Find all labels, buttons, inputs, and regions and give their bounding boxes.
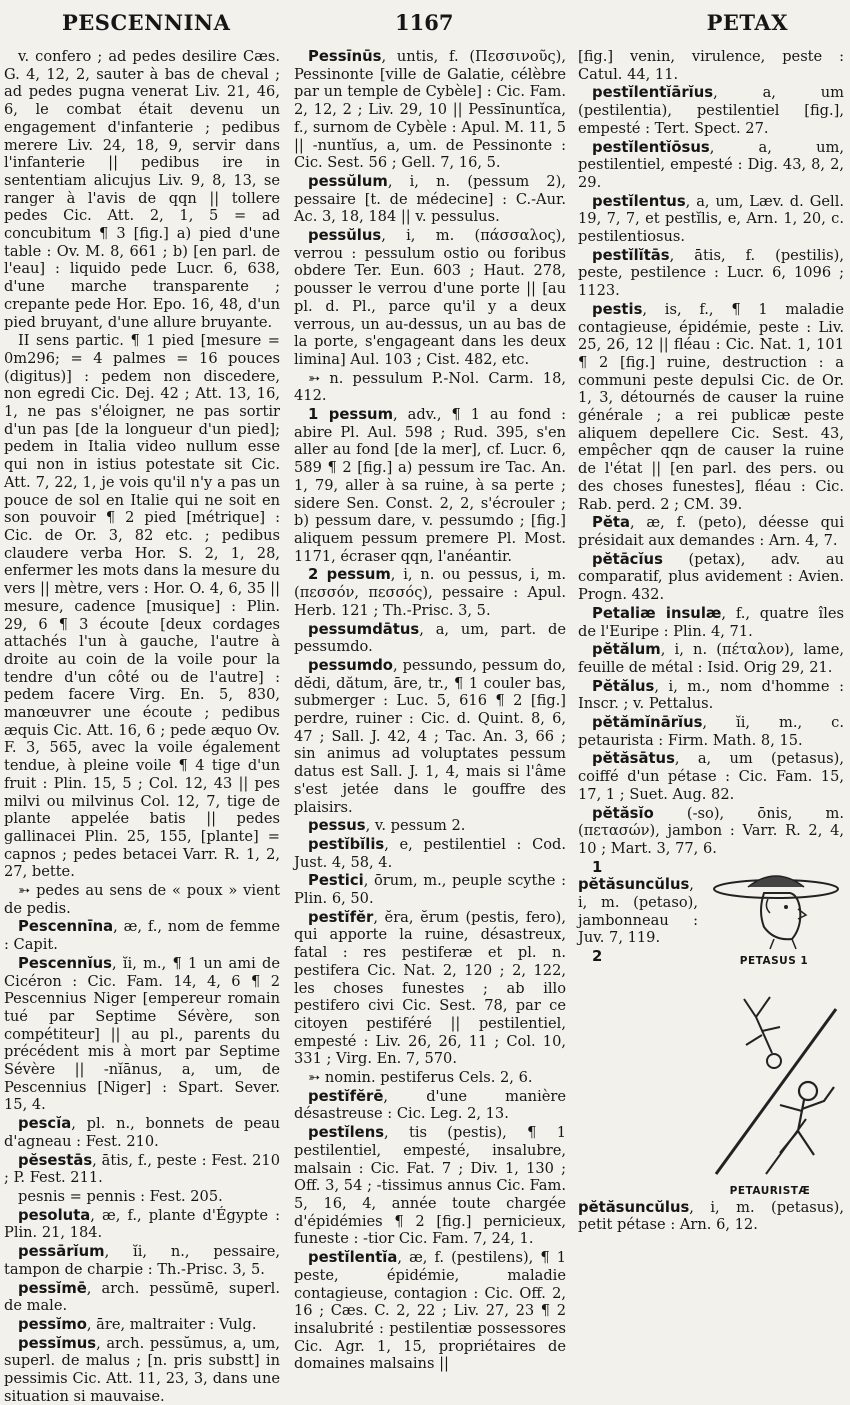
dictionary-entry: ➳ n. pessulum P.-Nol. Carm. 18, 412. [294,369,566,405]
dictionary-entry: pestĭlens, tis (pestis), ¶ 1 pestilentiel, empesté, insalubre, malsain : Cic. Fat. 7 ; Div. 1, 130 ; Off. 3, 54 ; -tissimus annus Cic. Fam. 5, 16, 4, année toute chargée d'épidémies ¶ 2 [fig.] pernicieux, funeste : -tior Cic. Fam. 7, 24, 1. [294,1124,566,1248]
dictionary-entry: ➳ nomin. pestiferus Cels. 2, 6. [308,1069,533,1087]
dictionary-entry: Petaliæ insulæ, f., quatre îles de l'Euripe : Plin. 4, 71. [578,604,844,640]
dictionary-entry: II sens partic. ¶ 1 pied [mesure = 0m296; = 4 palmes = 16 pouces (digitus)] : pedem non discedere, non egredi Cic. Dej. 42 ; Att. 13, 16, 1, ne pas s'éloigner, ne pas sortir d'un pas [de la longueur d'un pied]; pedem in Italia video nullum esse qui non in istius potestate sit Cic. Att. 7, 22, 1, je vois qu'il n'y a pas un pouce de sol en Italie qui ne soit en son pouvoir ¶ 2 pied [métrique] : Cic. de Or. 3, 82 etc. ; pedibus claudere verba Hor. S. 2, 1, 28, enfermer les mots dans la mesure du vers || mètre, vers : Hor. O. 4, 6, 35 || mesure, cadence [musique] : Plin. 29, 6 ¶ 3 écoute [deux cordages attachés l'un à gauche, l'autre à droite au coin de la voile pour la tendre d'un côté ou de l'autre] : pedem facere Virg. En. 5, 830, manœuvrer une écoute ; pedibus æquis Cic. Att. 16, 6 ; pede æquo Ov. F. 3, 565, avec la voile également tendue, à pleine voile ¶ 4 tige d'un fruit : Plin. 15, 5 ; Col. 12, 43 || pes milvi ou milvinus Col. 12, 7, tige de plante appelée batis || pedes gallinacei Plin. 25, 155, [plante] = capnos ; pedes betacei Varr. R. 1, 2, 27, bette. [4,332,280,881]
dictionary-entry: pessŭlum, i, n. (pessum 2), pessaire [t. de médecine] : C.-Aur. Ac. 3, 18, 184 || v. pessulus. [294,172,566,226]
petasus-head-icon [704,861,844,949]
dictionary-entry: Pessīnūs, untis, f. (Πεσσινοῦς), Pessinonte [ville de Galatie, célèbre par un temple de Cybèle] : Cic. Fam. 2, 12, 2 ; Liv. 29, 10 || Pessīnuntĭca, f., surnom de Cybèle : Apul. M. 11, 5 || -nuntĭus, a, um. de Pessinonte : Cic. Sest. 56 ; Gell. 7, 16, 5. [294,48,566,172]
dictionary-entry: pesoluta, æ, f., plante d'Égypte : Plin. 21, 184. [4,1206,280,1242]
dictionary-entry: pessĭmo, āre, maltraiter : Vulg. [18,1315,257,1333]
dictionary-entry: ➳ pedes au sens de « poux » vient de pedis. [4,882,280,917]
dictionary-entry: pessŭlus, i, m. (πάσσαλος), verrou : pessulum ostio ou foribus obdere Ter. Eun. 603 ; Haut. 278, pousser le verrou d'une porte || [au pl. d. Pl., parce qu'il y a deux verrous, un au-dessus, un au bas de la porte, s'engageant dans les deux limina] Aul. 103 ; Cist. 482, etc. [294,227,566,368]
dictionary-entry: 1 pessum, adv., ¶ 1 au fond : abire Pl. Aul. 598 ; Rud. 395, s'en aller au fond [de la mer], cf. Lucr. 6, 589 ¶ 2 [fig.] a) pessum ire Tac. An. 1, 79, aller à sa ruine, à sa perte ; sidere Sen. Const. 2, 2, s'écrouler ; b) pessum dare, v. pessumdo ; [fig.] aliquem pessum premere Pl. Most. 1171, écraser qqn, l'anéantir. [294,406,566,565]
dictionary-entry: pestĭbĭlis, e, pestilentiel : Cod. Just. 4, 58, 4. [294,835,566,871]
dictionary-entry: pestĭlentus, a, um, Læv. d. Gell. 19, 7, 7, et pestĭlis, e, Arn. 1, 20, c. pestilentiosus. [578,192,844,246]
dictionary-entry: pessus, v. pessum 2. [308,817,466,835]
dictionary-entry: pĕtăsĭo (-so), ōnis, m. (πετασών), jambon : Varr. R. 2, 4, 10 ; Mart. 3, 77, 6. [578,804,844,857]
acrobat-figure-icon [696,969,844,1179]
page-header [0,0,850,34]
header-first-headword: PESCENNINA [62,10,231,35]
column-1 [4,48,280,1405]
dictionary-entry: pĕtălum, i, n. (πέταλον), lame, feuille de métal : Isid. Orig 29, 21. [578,641,844,676]
dictionary-entry: pestis, is, f., ¶ 1 maladie contagieuse, épidémie, peste : Liv. 25, 26, 12 || fléau : Cic. Nat. 1, 101 ¶ 2 [fig.] ruine, destruction : a communi peste depulsi Cic. de Or. 1, 3, détournés de causer la ruine générale ; a rei publicæ peste aliquem depellere Cic. Sest. 43, empêcher qqn de causer la ruine de l'état || [en parl. des pers. ou des choses funestes], fléau : Cic. Rab. perd. 2 ; CM. 39. [578,300,844,513]
dictionary-entry: 1 pĕtăsuncŭlus, i, m. (petaso), jambonneau : Juv. 7, 119. [578,858,698,947]
dictionary-entry: Pestici, ōrum, m., peuple scythe : Plin. 6, 50. [294,872,566,908]
dictionary-entry: pĕsestās, ātis, f., peste : Fest. 210 ; P. Fest. 211. [4,1151,280,1187]
dictionary-entry: pestĭlentĭārĭus, a, um (pestilentia), pestilentiel [fig.], empesté : Tert. Spect. 27. [578,84,844,137]
dictionary-entry: 2 pĕtăsuncŭlus, i, m. (petasus), petit pétase : Arn. 6, 12. [578,948,844,1234]
column-3 [578,48,844,1358]
dictionary-entry: Pĕtălus, i, m., nom d'homme : Inscr. ; v. Pettalus. [578,677,844,713]
dictionary-entry: pĕtăsātus, a, um (petasus), coiffé d'un pétase : Cic. Fam. 15, 17, 1 ; Suet. Aug. 82. [578,750,844,803]
dictionary-entry: 2 pessum, i, n. ou pessus, i, m. (πεσσόν, πεσσός), pessaire : Apul. Herb. 121 ; Th.-Prisc. 3, 5. [294,566,566,619]
dictionary-entry: pessārĭum, ĭi, n., pessaire, tampon de charpie : Th.-Prisc. 3, 5. [4,1243,280,1278]
dictionary-entry: pestĭlentĭōsus, a, um, pestilentiel, empesté : Dig. 43, 8, 2, 29. [578,138,844,191]
petaurum-illustration [696,969,844,1197]
dictionary-entry: pessumdo, pessundo, pessum do, dĕdi, dătum, āre, tr., ¶ 1 couler bas, submerger : Luc. 5, 616 ¶ 2 [fig.] perdre, ruiner : Cic. d. Quint. 8, 6, 47 ; Sall. J. 42, 4 ; Tac. An. 3, 66 ; sin animus ad voluptates pessum datus est Sall. J. 1, 4, mais si l'âme s'est jetée dans le gouffre des plaisirs. [294,656,566,816]
petasus-caption: PETASUS 1 [739,955,809,968]
dictionary-entry: Pescennĭus, ĭi, m., ¶ 1 un ami de Cicéron : Cic. Fam. 14, 4, 6 ¶ 2 Pescennius Niger [empereur romain tué par Septime Sévère, son compétiteur] || au pl., parents du précédent mis à mort par Septime Sévère || -nĭānus, a, um, de Pescennius [Niger] : Spart. Sever. 15, 4. [4,954,280,1114]
dictionary-entry: [fig.] venin, virulence, peste : Catul. 44, 11. [578,48,844,83]
dictionary-entry: Pĕta, æ, f. (peto), déesse qui présidait aux demandes : Arn. 4, 7. [578,514,844,549]
header-last-headword: PETAX [706,10,788,35]
dictionary-entry: pestĭlentĭa, æ, f. (pestilens), ¶ 1 peste, épidémie, maladie contagieuse, contagion : Cic. Off. 2, 16 ; Cæs. C. 2, 22 ; Liv. 27, 23 ¶ 2 insalubrité : pestilentiæ possessores Cic. Agr. 1, 15, propriétaires de domaines malsains || [294,1249,566,1373]
petasus-illustration [704,861,844,968]
dictionary-entry: Pescennīna, æ, f., nom de femme : Capit. [4,918,280,954]
dictionary-entry: v. confero ; ad pedes desilire Cæs. G. 4, 12, 2, sauter à bas de cheval ; ad pedes pugna venerat Liv. 21, 46, 6, le combat était devenu un engagement d'infanterie ; pedibus merere Liv. 24, 18, 9, servir dans l'infanterie || pedibus ire in sententiam alicujus Liv. 9, 8, 13, se ranger à l'avis de qqn || tollere pedes Cic. Att. 2, 1, 5 = ad concubitum ¶ 3 [fig.] a) pied d'une table : Ov. M. 8, 661 ; b) [en parl. de l'eau] : liquido pede Lucr. 6, 638, d'une marche transparente ; crepante pede Hor. Epo. 16, 48, d'un pied bruyant, d'une allure bruyante. [4,48,280,331]
page-number: 1167 [395,10,454,35]
dictionary-entry: pescĭa, pl. n., bonnets de peau d'agneau : Fest. 210. [4,1115,280,1150]
dictionary-entry: pestĭfĕrē, d'une manière désastreuse : Cic. Leg. 2, 13. [294,1087,566,1123]
dictionary-entry: pestĭlĭtās, ātis, f. (pestilis), peste, pestilence : Lucr. 6, 1096 ; 1123. [578,246,844,300]
column-2 [294,48,566,1373]
petaurum-caption: PETAURISTÆ [729,1185,811,1198]
dictionary-entry: pessĭmus, arch. pessŭmus, a, um, superl. de malus ; [n. pris substt] in pessimis Cic. Att. 11, 23, 3, dans une situation si mauvaise. [4,1334,280,1405]
dictionary-entry: pestĭfĕr, ĕra, ĕrum (pestis, fero), qui apporte la ruine, désastreux, fatal : res pestiferæ et pl. n. pestifera Cic. Nat. 2, 120 ; 2, 122, les choses funestes ; ab illo pestifero civi Cic. Sest. 78, par ce citoyen pestiféré || pestilentiel, empesté : Liv. 26, 26, 11 ; Col. 10, 331 ; Virg. En. 7, 570. [294,908,566,1068]
dictionary-entry: pĕtămĭnārĭus, ĭi, m., c. petaurista : Firm. Math. 8, 15. [578,714,844,749]
dictionary-entry: pessĭmē, arch. pessŭmē, superl. de male. [4,1279,280,1315]
dictionary-entry: pĕtācĭus (petax), adv. au comparatif, plus avidement : Avien. Progn. 432. [578,550,844,604]
dictionary-entry: pessumdātus, a, um, part. de pessumdo. [294,620,566,656]
dictionary-entry: pesnis = pennis : Fest. 205. [18,1188,223,1205]
